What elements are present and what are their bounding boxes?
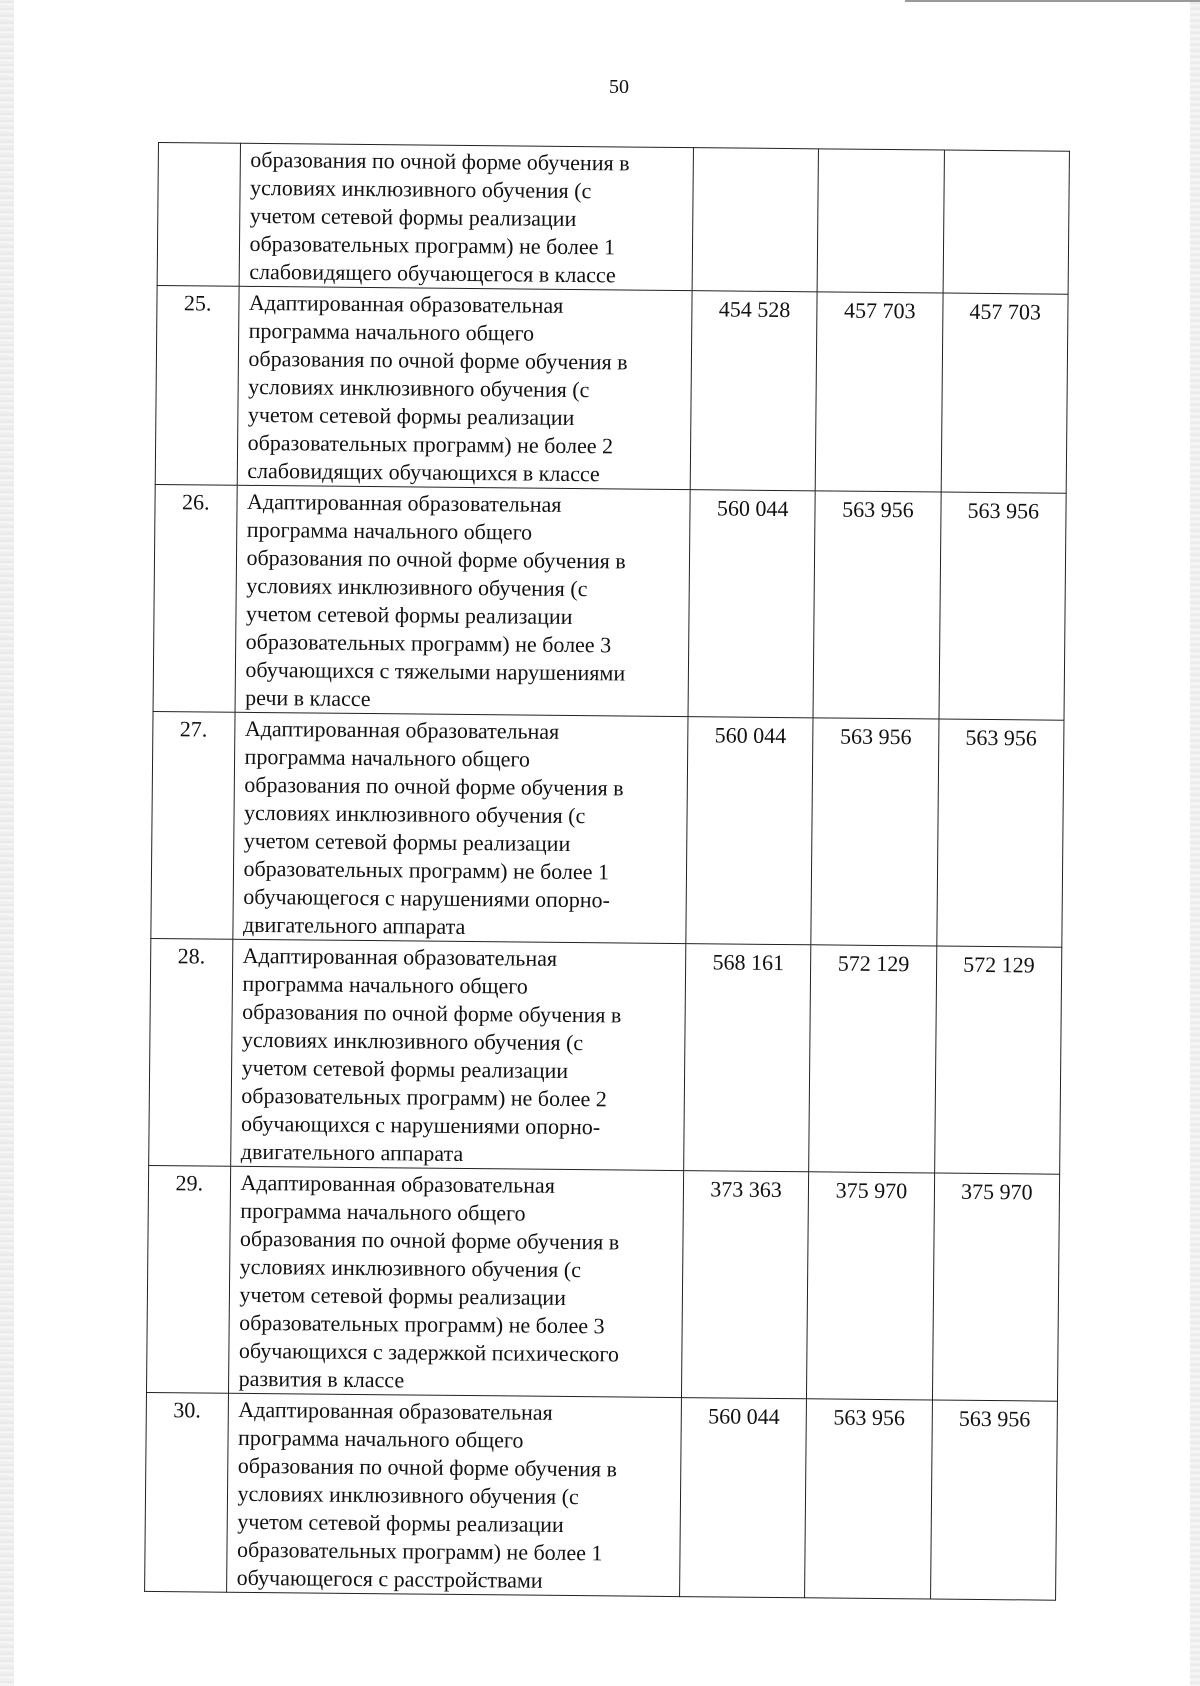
scan-edge-right	[1190, 0, 1200, 1686]
row-number: 27.	[151, 711, 235, 939]
value-col-3: 457 703	[941, 293, 1068, 493]
program-description: Адаптированная образовательная программа начального общего образования по очной форме обучения в условиях инклюзивного обучения (с учетом сетевой формы реализации образовательных программ) не более 3 обучающихся с задержкой психического развития в классе	[228, 1166, 684, 1397]
table-row	[157, 143, 1069, 295]
value-col-2: 457 703	[815, 292, 942, 492]
row-number	[157, 143, 240, 287]
value-col-2	[817, 149, 944, 293]
row-number: 26.	[153, 484, 237, 712]
value-col-1: 560 044	[680, 1398, 807, 1598]
value-col-3: 563 956	[936, 719, 1064, 947]
row-number: 30.	[145, 1392, 228, 1592]
table-row	[153, 484, 1066, 720]
value-col-1: 568 161	[684, 944, 812, 1172]
scan-edge-left	[0, 0, 14, 1686]
value-col-2: 375 970	[807, 1172, 935, 1400]
table-row	[146, 1165, 1059, 1401]
value-col-2: 563 956	[805, 1399, 932, 1599]
program-description: Адаптированная образовательная программа начального общего образования по очной форме обучения в условиях инклюзивного обучения (с учетом сетевой формы реализации образовательных программ) не более 2 обучающихся с нарушениями опорно- двигательного аппарата	[230, 939, 686, 1170]
value-col-1: 560 044	[686, 717, 814, 945]
funding-table	[144, 142, 1070, 1601]
program-description: Адаптированная образовательная программа начального общего образования по очной форме обучения в условиях инклюзивного обучения (с учетом сетевой формы реализации образовательных программ) не более 1 обучающегося с расстройствами	[226, 1393, 681, 1596]
value-col-3	[943, 150, 1070, 294]
value-col-3: 563 956	[939, 492, 1067, 720]
table-body	[145, 143, 1070, 1601]
table-row	[145, 1392, 1058, 1600]
value-col-3: 375 970	[932, 1173, 1060, 1401]
program-description: Адаптированная образовательная программа начального общего образования по очной форме обучения в условиях инклюзивного обучения (с учетом сетевой формы реализации образовательных программ) не более 1 обучающегося с нарушениями опорно- двигательного аппарата	[232, 712, 688, 943]
program-description: образования по очной форме обучения в условиях инклюзивного обучения (с учетом сетевой формы реализации образовательных программ) не более 1 слабовидящего обучающегося в классе	[239, 143, 694, 290]
page-number: 50	[609, 76, 629, 98]
table-row	[155, 285, 1068, 493]
table-row	[151, 711, 1064, 947]
row-number: 25.	[155, 285, 238, 485]
value-col-2: 572 129	[809, 945, 937, 1173]
row-number: 29.	[146, 1165, 230, 1393]
value-col-1: 373 363	[681, 1171, 809, 1399]
value-col-1	[692, 148, 819, 292]
value-col-2: 563 956	[811, 718, 939, 946]
value-col-1: 560 044	[688, 490, 816, 718]
row-number: 28.	[149, 938, 233, 1166]
table-row	[149, 938, 1062, 1174]
value-col-3: 572 129	[934, 946, 1062, 1174]
program-description: Адаптированная образовательная программа начального общего образования по очной форме обучения в условиях инклюзивного обучения (с учетом сетевой формы реализации образовательных программ) не более 2 слабовидящих обучающихся в классе	[237, 286, 692, 489]
value-col-2: 563 956	[813, 491, 941, 719]
scan-edge-top	[905, 0, 1200, 2]
program-description: Адаптированная образовательная программа начального общего образования по очной форме обучения в условиях инклюзивного обучения (с учетом сетевой формы реализации образовательных программ) не более 3 обучающихся с тяжелыми нарушениями речи в классе	[235, 485, 691, 716]
value-col-3: 563 956	[930, 1400, 1057, 1600]
value-col-1: 454 528	[690, 291, 817, 491]
